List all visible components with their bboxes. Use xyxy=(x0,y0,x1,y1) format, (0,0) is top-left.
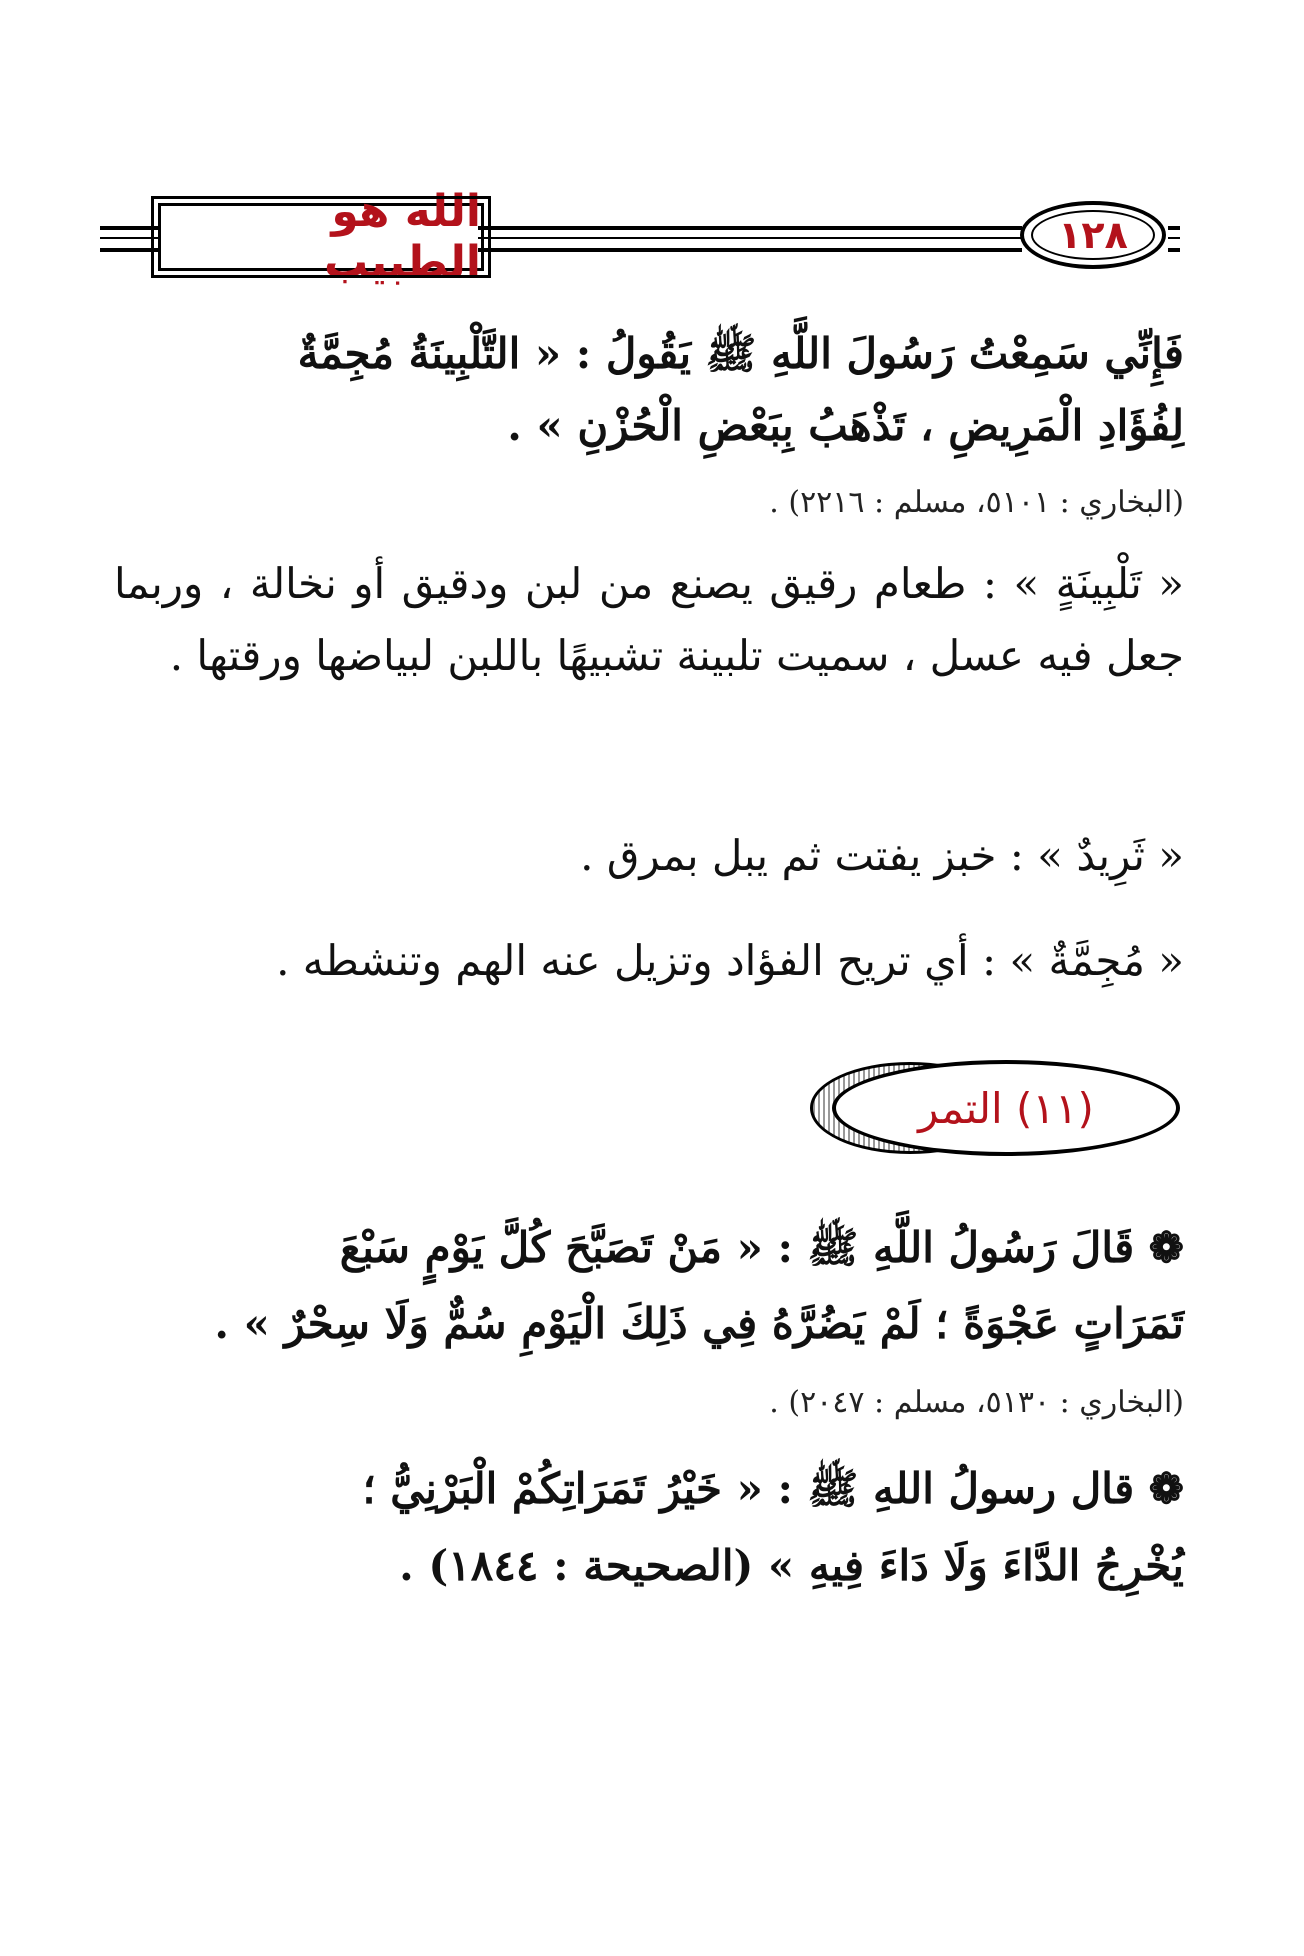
section-heading xyxy=(810,1060,1180,1156)
page-header xyxy=(100,186,1180,288)
section-heading-text: (١١) التمر xyxy=(918,1083,1094,1133)
chapter-title: الله هو الطبيب xyxy=(324,186,481,288)
page-number: ١٢٨ xyxy=(1058,213,1128,257)
section-heading-oval xyxy=(832,1060,1180,1156)
hadith-2-line-1: ❁ قَالَ رَسُولُ اللَّهِ ﷺ : « مَنْ تَصَبَّحَ كُلَّ يَوْمٍ سَبْعَ xyxy=(339,1223,1184,1272)
header-rule-right xyxy=(1168,226,1180,252)
definition-mujimma: « مُجِمَّةٌ » : أي تريح الفؤاد وتزيل عنه الهم وتنشطه . xyxy=(276,936,1184,985)
hadith-3-line-1: ❁ قال رسولُ اللهِ ﷺ : « خَيْرُ تَمَرَاتِكُمْ الْبَرْنِيُّ ؛ xyxy=(362,1464,1184,1513)
hadith-1-line-1: فَإِنِّي سَمِعْتُ رَسُولَ اللَّهِ ﷺ يَقُولُ : « التَّلْبِينَةُ مُجِمَّةٌ xyxy=(297,329,1184,378)
hadith-1-line-2: لِفُؤَادِ الْمَرِيضِ ، تَذْهَبُ بِبَعْضِ الْحُزْنِ » . xyxy=(507,401,1184,450)
header-rule-left xyxy=(100,226,160,252)
hadith-2-line-2: تَمَرَاتٍ عَجْوَةً ؛ لَمْ يَضُرَّهُ فِي ذَلِكَ الْيَوْمِ سُمٌّ وَلَا سِحْرٌ » . xyxy=(214,1299,1184,1348)
hadith-3-line-2: يُخْرِجُ الدَّاءَ وَلَا دَاءَ فِيهِ » (الصحيحة : ١٨٤٤) . xyxy=(399,1541,1184,1590)
header-rule-middle xyxy=(478,226,1022,252)
definition-tharid: « ثَرِيدٌ » : خبز يفتت ثم يبل بمرق . xyxy=(580,831,1184,880)
hadith-2-reference: (البخاري : ٥١٣٠، مسلم : ٢٠٤٧) . xyxy=(769,1385,1184,1420)
definition-talbina: « تَلْبِينَةٍ » : طعام رقيق يصنع من لبن ودقيق أو نخالة ، وربما جعل فيه عسل ، سميت تلبينة تشبيهًا باللبن لبياضها ورقتها . xyxy=(114,559,1184,680)
hadith-1-reference: (البخاري : ٥١٠١، مسلم : ٢٢١٦) . xyxy=(769,485,1184,520)
chapter-title-box xyxy=(158,186,484,288)
page-number-badge xyxy=(1020,201,1166,269)
